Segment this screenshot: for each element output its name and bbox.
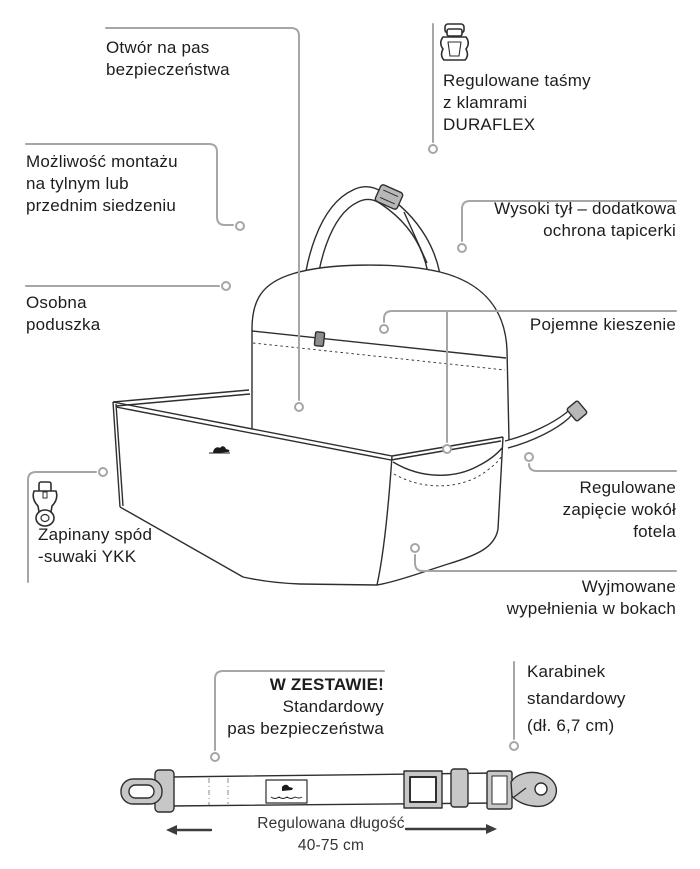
back-panel (252, 265, 509, 440)
seat-strap (505, 400, 588, 448)
zipper-pull-icon (33, 482, 57, 526)
label-zip-bottom: Zapinany spód -suwaki YKK (38, 525, 153, 566)
belt-tongue-icon (121, 770, 174, 812)
strap-end-fitting (566, 400, 587, 421)
label-mounting: Możliwość montażu na tylnym lub przednim siedzeniu (26, 152, 178, 215)
label-carabiner: Karabinek standardowy (dł. 6,7 cm) (527, 662, 626, 735)
label-cushion: Osobna poduszka (26, 293, 101, 334)
handle-clip-icon (374, 184, 403, 210)
label-seat-fastening: Regulowane zapięcie wokół fotela (562, 478, 676, 541)
label-pockets: Pojemne kieszenie (529, 315, 676, 334)
label-adjustable-straps: Regulowane taśmy z klamrami DURAFLEX (443, 71, 591, 134)
label-seatbelt-opening: Otwór na pas bezpieczeństwa (106, 38, 230, 79)
duraflex-buckle-icon (441, 24, 469, 60)
label-side-fillings: Wyjmowane wypełnienia w bokach (506, 577, 676, 618)
belt-brand-label (266, 780, 307, 803)
leader-seat-fastening (529, 464, 676, 471)
snap-hook-icon (487, 771, 556, 809)
seatbelt-illustration (121, 769, 556, 812)
label-included: W ZESTAWIE! Standardowy pas bezpieczeństwa (227, 675, 384, 738)
pocket-zip-slider (314, 332, 324, 347)
bag-illustration (113, 184, 588, 585)
label-belt-length: Regulowana długość 40-75 cm (257, 815, 405, 854)
belt-adjuster-icon (404, 771, 442, 808)
belt-slider (451, 769, 468, 807)
label-high-back: Wysoki tył – dodatkowa ochrona tapicerki (494, 199, 676, 240)
